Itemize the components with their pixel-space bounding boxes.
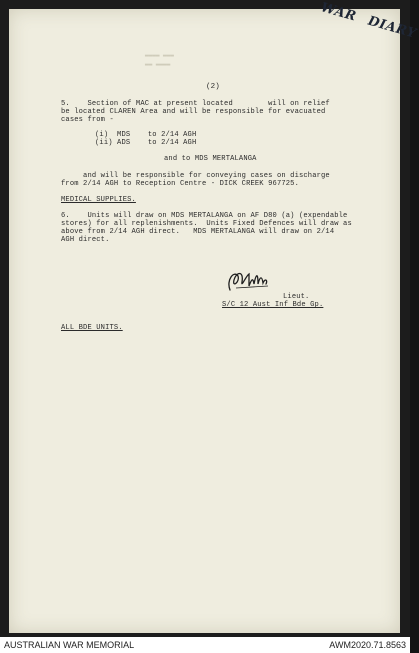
para5-item2: (ii) ADS to 2/14 AGH: [95, 139, 197, 147]
para6-line3: above from 2/14 AGH direct. MDS MERTALANGA will draw on 2/14: [61, 228, 335, 236]
para5-and-line: and to MDS MERTALANGA: [164, 155, 257, 163]
para6-line4: AGH direct.: [61, 236, 110, 244]
para5-line1: 5. Section of MAC at present located will on relief: [61, 100, 330, 108]
medical-supplies-heading: MEDICAL SUPPLIES.: [61, 196, 136, 204]
archive-footer: [0, 637, 410, 653]
war-diary-stamp: WAR DIARY: [319, 0, 418, 42]
para5-line2: be located CLAREN Area and will be responsible for evacuated: [61, 108, 326, 116]
para6-line1: 6. Units will draw on MDS MERTALANGA on AF D80 (a) (expendable: [61, 212, 348, 220]
para5-line5: from 2/14 AGH to Reception Centre - DICK CREEK 967725.: [61, 180, 299, 188]
signatory-appointment: S/C 12 Aust Inf Bde Gp.: [222, 301, 324, 309]
para6-line2: stores) for all replenishments. Units Fixed Defences will draw as: [61, 220, 352, 228]
footer-institution: AUSTRALIAN WAR MEMORIAL: [4, 640, 135, 650]
para5-line3: cases from -: [61, 116, 114, 124]
distribution-line: ALL BDE UNITS.: [61, 324, 123, 332]
para5-item1: (i) MDS to 2/14 AGH: [95, 131, 197, 139]
handwritten-signature: [222, 266, 282, 296]
para5-line4: and will be responsible for conveying cases on discharge: [61, 172, 330, 180]
page-number: (2): [206, 83, 220, 91]
faint-header-marks: ▂▂▂▂ ▂▂▂ ▂▂ ▂▂▂▂: [145, 50, 174, 66]
footer-accession-number: AWM2020.71.8563: [329, 640, 406, 650]
signatory-rank: Lieut.: [283, 293, 310, 301]
